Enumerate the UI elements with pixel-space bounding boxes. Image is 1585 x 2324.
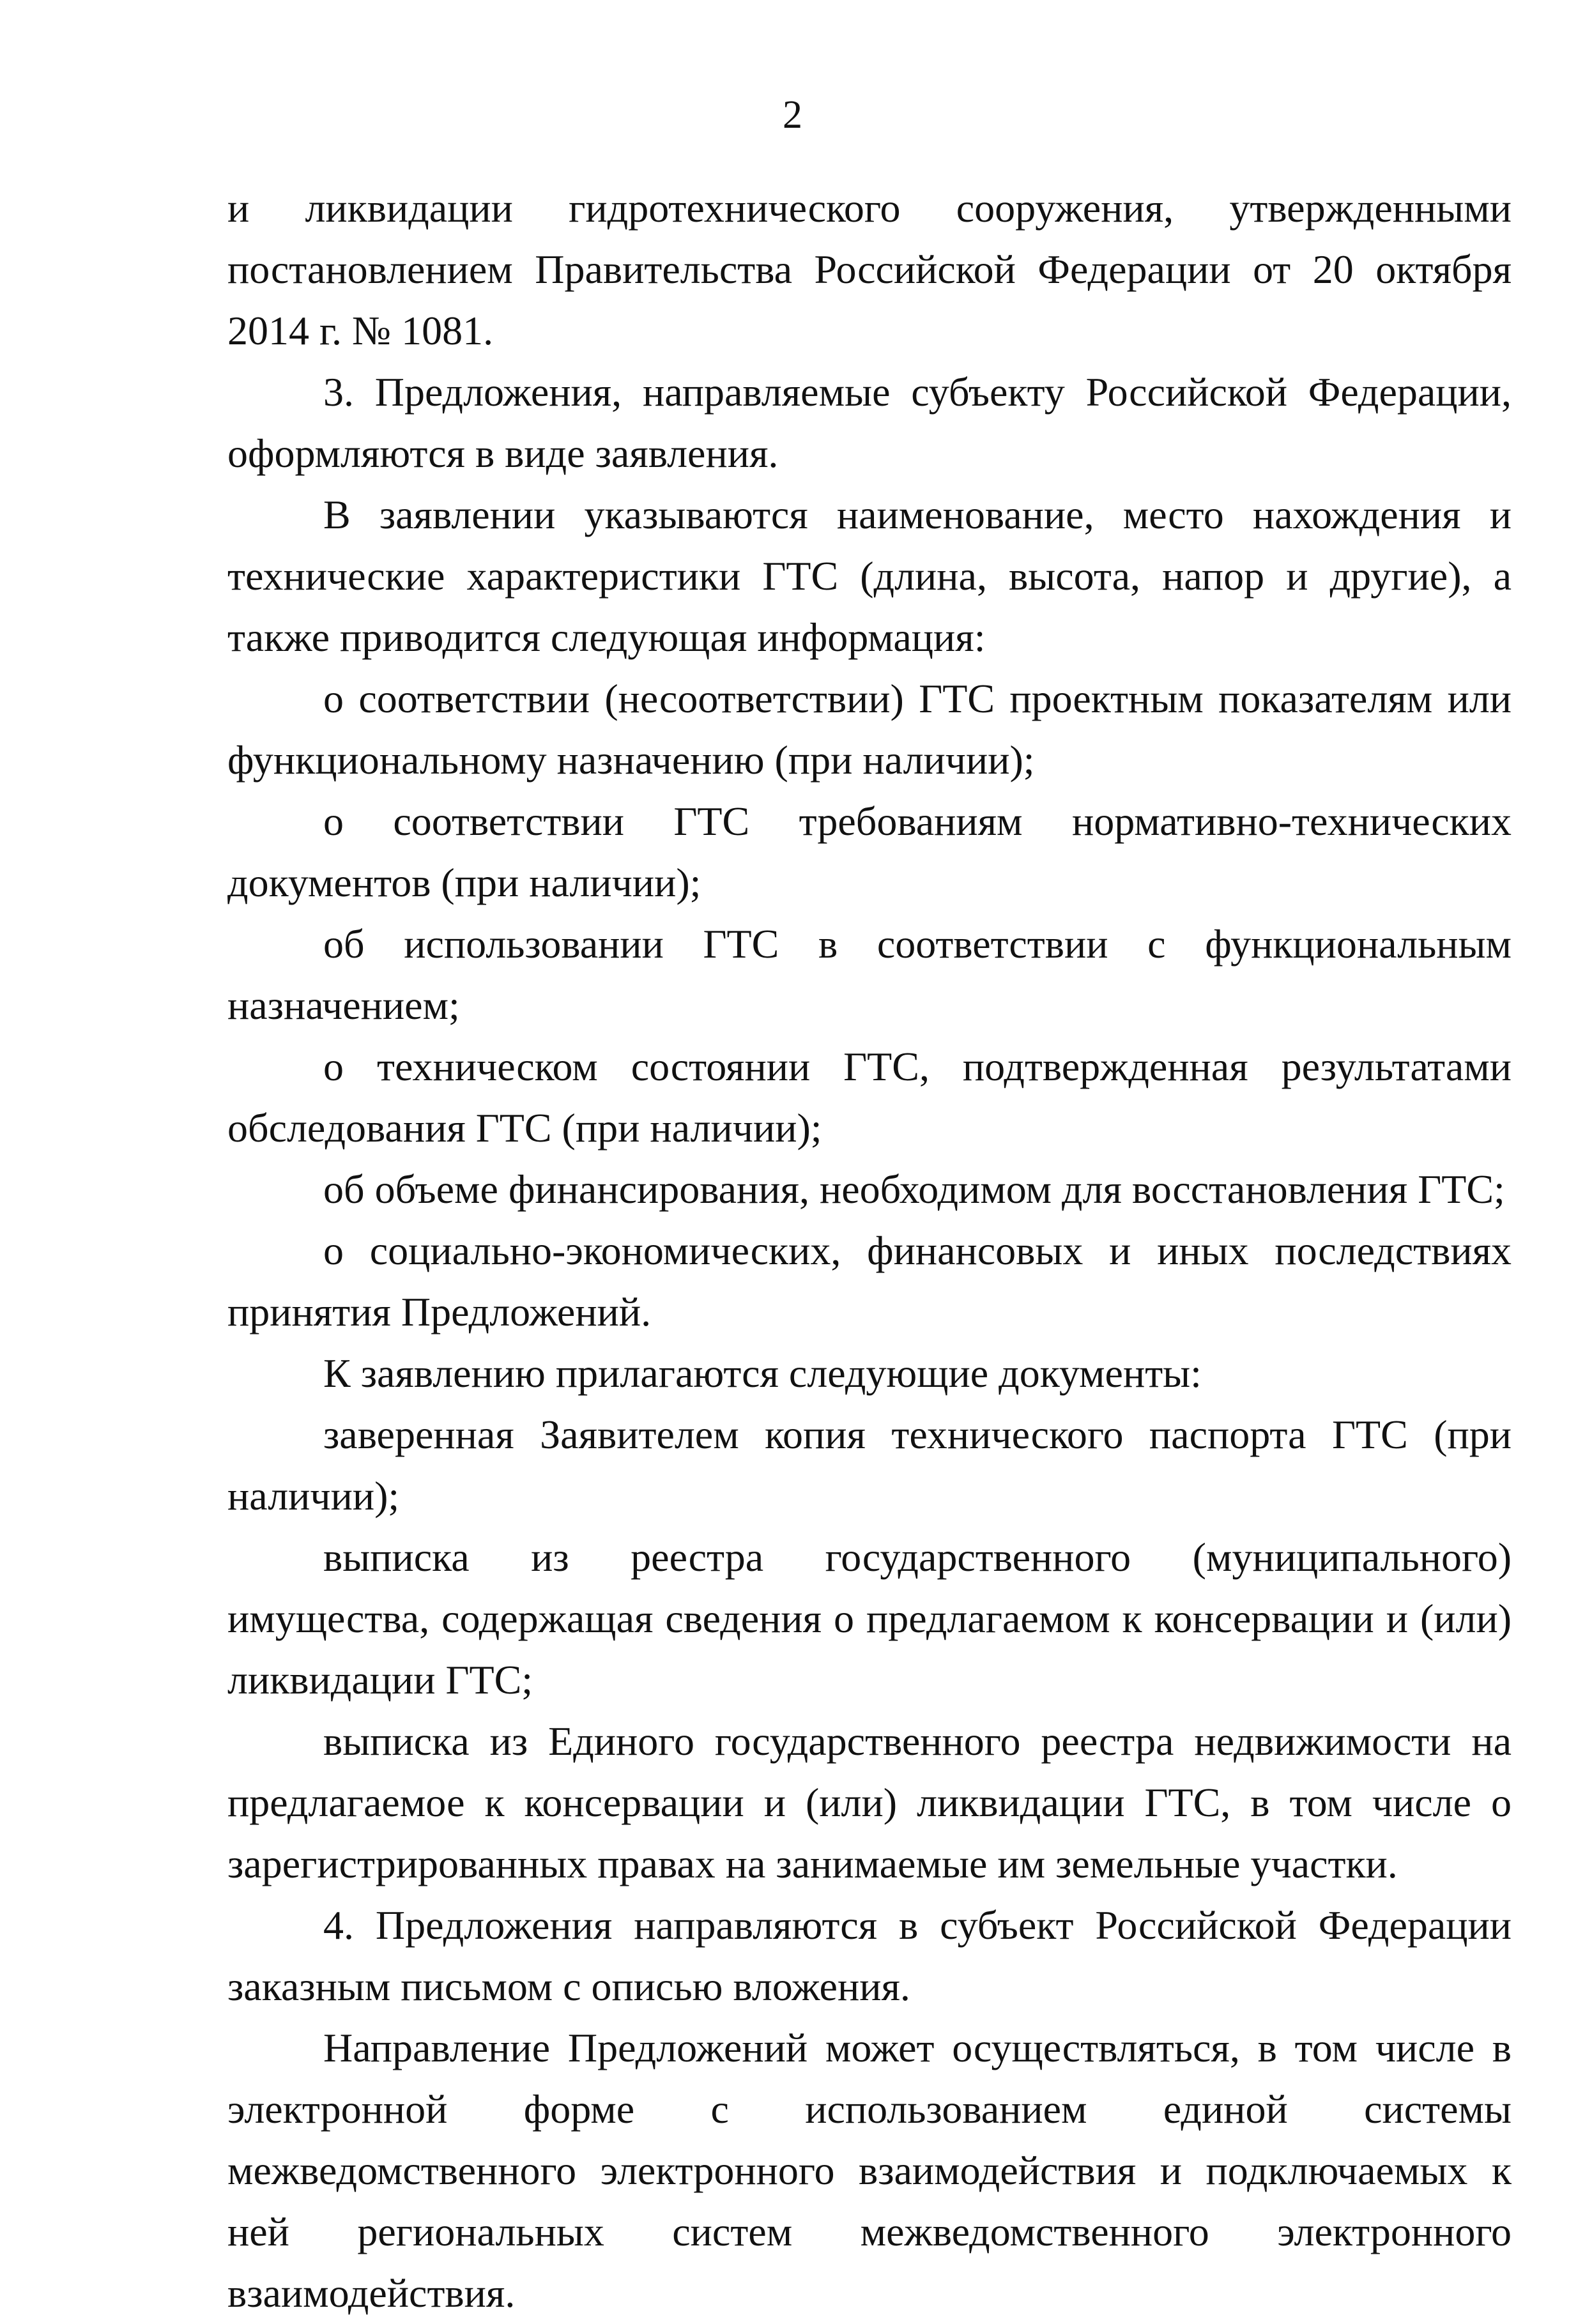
paragraph-attachment-passport: заверенная Заявителем копия технического паспорта ГТС (при наличии);: [227, 1412, 1512, 1518]
page-number: 2: [783, 93, 802, 137]
paragraph-compliance-normative: о соответствии ГТС требованиям нормативно-технических документов (при наличии);: [227, 799, 1512, 905]
document-body: [227, 178, 1512, 2324]
paragraph-attachment-registry: выписка из реестра государственного (муниципального) имущества, содержащая сведения о предлагаемом к консервации и (или) ликвидации ГТС;: [227, 1534, 1512, 1702]
paragraph-attachments-heading: К заявлению прилагаются следующие документы:: [323, 1350, 1202, 1396]
paragraph-application-contents: В заявлении указываются наименование, место нахождения и технические характеристики ГТС (длина, высота, напор и другие), а также приводится следующая информация:: [227, 492, 1512, 660]
paragraph-technical-state: о техническом состоянии ГТС, подтвержденная результатами обследования ГТС (при наличии);: [227, 1044, 1512, 1151]
paragraph-financing: об объеме финансирования, необходимом для восстановления ГТС;: [323, 1166, 1505, 1212]
paragraph-item-4: 4. Предложения направляются в субъект Российской Федерации заказным письмом с описью вложения.: [227, 1902, 1512, 2009]
paragraph-continuation: и ликвидации гидротехнического сооружения, утвержденными постановлением Правительства Российской Федерации от 20 октября 2014 г. № 1081.: [227, 185, 1512, 353]
paragraph-compliance-design: о соответствии (несоответствии) ГТС проектным показателям или функциональному назначению (при наличии);: [227, 676, 1512, 783]
paragraph-usage: об использовании ГТС в соответствии с функциональным назначением;: [227, 921, 1512, 1028]
paragraph-consequences: о социально-экономических, финансовых и иных последствиях принятия Предложений.: [227, 1228, 1512, 1334]
paragraph-electronic-submission: Направление Предложений может осуществляться, в том числе в электронной форме с использованием единой системы межведомственного электронного взаимодействия и подключаемых к ней региональных систем межведомственного электронного взаимодействия.: [227, 2025, 1512, 2316]
paragraph-item-3: 3. Предложения, направляемые субъекту Российской Федерации, оформляются в виде заявления.: [227, 369, 1512, 476]
paragraph-attachment-egrn: выписка из Единого государственного реестра недвижимости на предлагаемое к консервации и (или) ликвидации ГТС, в том числе о зарегистрированных правах на занимаемые им земельные участки.: [227, 1718, 1512, 1886]
